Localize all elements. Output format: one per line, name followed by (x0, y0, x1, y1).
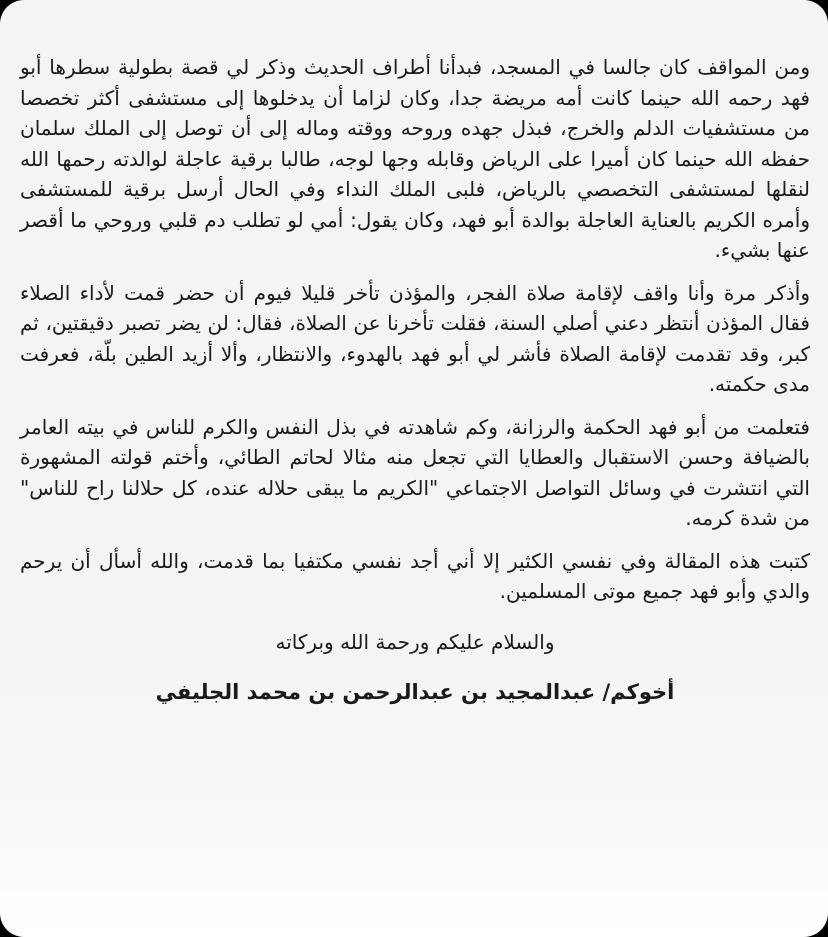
paragraph-4: كتبت هذه المقالة وفي نفسي الكثير إلا أني أجد نفسي مكتفيا بما قدمت، والله أسأل أن يرحم والدي وأبو فهد جميع موتى المسلمين. (20, 548, 810, 603)
paragraph-1: ومن المواقف كان جالسا في المسجد، فبدأنا أطراف الحديث وذكر لي قصة بطولية سطرها أبو فهد رحمه الله حينما كانت أمه مريضة جدا، وكان لزاما أن يدخلوها إلى مستشفى أكثر تخصصا من مستشفيات الدلم والخرج، فبذل جهده وروحه ووقته وماله إلى أن توصل إلى الملك سلمان حفظه الله حينما كان أميرا على الرياض وقابله وجها لوجه، طالبا برقية عاجلة لوالدته رحمها الله لنقلها لمستشفى التخصصي بالرياض، فلبى الملك النداء وفي الحال أرسل برقية للمستشفى وأمره الكريم بالعناية العاجلة بوالدة أبو فهد، وكان يقول: أمي لو تطلب دم قلبي وروحي ما أقصر عنها بشيء. (20, 55, 810, 262)
author-signature: أخوكم/ عبدالمجيد بن عبدالرحمن بن محمد الجليفي (155, 680, 675, 704)
paragraph-2: وأذكر مرة وأنا واقف لإقامة صلاة الفجر، والمؤذن تأخر قليلا فيوم أن حضر قمت لأداء الصلاء فقال المؤذن أنتظر دعني أصلي السنة، فقلت تأخرنا عن الصلاة، فقال: لن يضر تصبر دقيقتين، ثم كبر، وقد تقدمت لإقامة الصلاة فأشر لي أبو فهد بالهدوء، والانتظار، وألا أزيد الطين بلّة، فعرفت مدى حكمته. (20, 280, 810, 396)
article-body (20, 52, 810, 708)
closing-greeting: والسلام عليكم ورحمة الله وبركاته (275, 629, 555, 654)
paragraph-3: فتعلمت من أبو فهد الحكمة والرزانة، وكم شاهدته في بذل النفس والكرم للناس في بيته العامر بالضيافة وحسن الاستقبال والعطايا التي تجعل منه مثالا لحاتم الطائي، وأختم قولته المشهورة التي انتشرت في وسائل التواصل الاجتماعي "الكريم ما يبقى حلاله عنده، كل حلالنا راح للناس" من شدة كرمه. (20, 414, 810, 530)
